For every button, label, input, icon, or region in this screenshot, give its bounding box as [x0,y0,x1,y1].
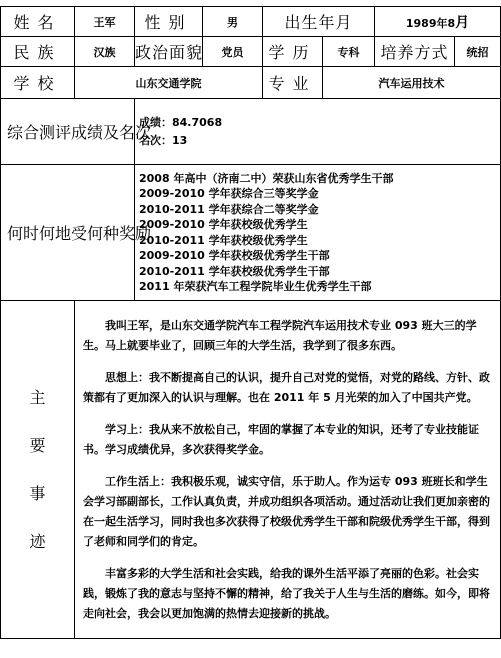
award-item: 2010-2011 学年获校级优秀学生干部 [139,264,330,278]
education-label: 学历 [263,37,323,67]
awards-list [135,165,501,301]
name-label: 姓名 [1,7,75,37]
award-item: 2009-2010 学年获综合三等奖学金 [139,187,319,200]
ethnicity-value: 汉族 [75,37,135,67]
deeds-paragraph: 工作生活上：我积极乐观，诚实守信，乐于助人。作为运专 093 班班长和学生会学习部副部长，工作认真负责，并成功组织各项活动。通过活动让我们更加亲密的在一起生活学习，同时我也多次获得了校级优秀学生干部和院级优秀学生干部，得到了老师和同学们的肯定。 [83,474,490,548]
school-label: 学校 [1,67,75,99]
award-item: 2010-2011 学年获综合二等奖学金 [139,202,319,216]
gender-label: 性别 [135,7,203,37]
award-item: 2009-2010 学年获校级优秀学生 [139,218,308,231]
deeds-paragraph: 学习上：我从来不放松自己，牢固的掌握了本专业的知识，还考了专业技能证书。学习成绩优异，多次获得奖学金。 [83,422,479,456]
deeds-label-char: 迹 [29,531,46,551]
award-item: 2010-2011 学年获校级优秀学生 [139,233,308,247]
birth-label: 出生年月 [263,7,375,37]
deeds-paragraph: 丰富多彩的大学生活和社会实践，给我的课外生活平添了亮丽的色彩。社会实践，锻炼了我的意志与坚持不懈的精神，给了我关于人生与生活的磨练。如今，即将走向社会，我会以更加饱满的热情去迎接新的挑战。 [83,566,490,620]
training-label: 培养方式 [375,37,455,67]
politics-label: 政治面貌 [135,37,203,67]
ethnicity-label: 民族 [1,37,75,67]
award-item: 2009-2010 学年获校级优秀学生干部 [139,249,330,262]
deeds-label-char: 要 [29,435,46,455]
score-value [135,99,501,165]
row-name [1,7,501,37]
award-item: 2008 年高中（济南二中）荣获山东省优秀学生干部 [139,171,394,185]
politics-value: 党员 [203,37,263,67]
row-ethnicity [1,37,501,67]
school-value: 山东交通学院 [75,67,263,99]
row-score [1,99,501,165]
row-deeds [1,301,501,639]
deeds-label [1,301,75,639]
score-label: 综合测评成绩及名次 [1,99,135,165]
education-value: 专科 [323,37,375,67]
deeds-paragraph: 思想上：我不断提高自己的认识，提升自己对党的觉悟，对党的路线、方针、政策都有了更加深入的认识与理解。也在 2011 年 5 月光荣的加入了中国共产党。 [83,370,490,404]
major-label: 专业 [263,67,323,99]
awards-label: 何时何地受何种奖励 [1,165,135,301]
rank-line: 名次：13 [139,133,188,147]
birth-value-month: 月 [455,14,470,31]
row-school [1,67,501,99]
gender-value: 男 [203,7,263,37]
birth-value [375,7,501,37]
training-value: 统招 [455,37,501,67]
row-awards [1,165,501,301]
deeds-label-char: 事 [29,483,46,503]
student-info-table [0,6,501,639]
birth-value-year: 1989年8 [405,16,456,30]
name-value: 王军 [75,7,135,37]
deeds-paragraph: 我叫王军，是山东交通学院汽车工程学院汽车运用技术专业 093 班大三的学生。马上就要毕业了，回顾三年的大学生活，我学到了很多东西。 [83,318,477,352]
deeds-content [75,301,501,639]
deeds-label-char: 主 [29,387,46,407]
major-value: 汽车运用技术 [323,67,501,99]
award-item: 2011 年荣获汽车工程学院毕业生优秀学生干部 [139,280,372,293]
score-line: 成绩：84.7068 [139,115,223,129]
